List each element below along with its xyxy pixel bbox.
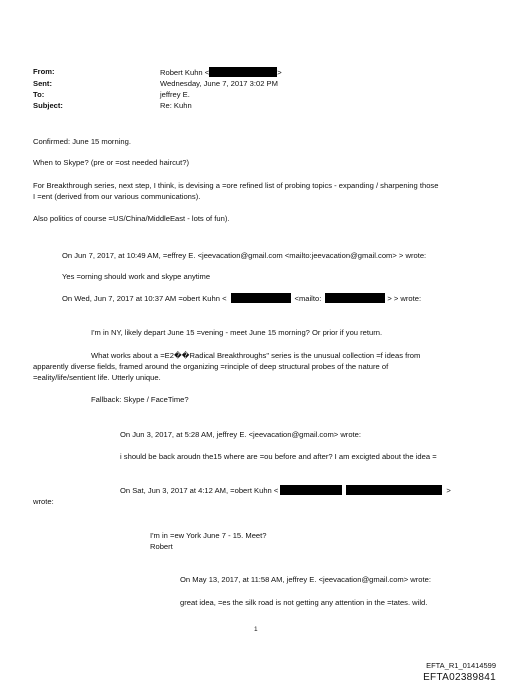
page-number: 1 — [254, 626, 258, 633]
body-breakthrough-line2: I =ent (derived from our various communications). — [33, 192, 201, 201]
sent-value: Wednesday, June 7, 2017 3:02 PM — [160, 79, 278, 88]
quote4-header-a: On Sat, Jun 3, 2017 at 4:12 AM, =obert Kuhn < — [120, 486, 279, 495]
quote2-paragraph2-line3: =eality/life/sentient life. Utterly unique. — [33, 373, 161, 382]
from-value — [160, 67, 282, 77]
body-confirmed: Confirmed: June 15 morning. — [33, 137, 131, 146]
quote4-line1: I'm in =ew York June 7 - 15. Meet? — [150, 531, 267, 540]
body-breakthrough-line1: For Breakthrough series, next step, I think, is devising a =ore refined list of probing topics - expanding / sharpening those — [33, 181, 439, 190]
from-name: Robert Kuhn < — [160, 68, 210, 77]
quote3-header: On Jun 3, 2017, at 5:28 AM, jeffrey E. <jeevacation@gmail.com> wrote: — [120, 430, 361, 439]
redaction-box — [231, 293, 291, 303]
quote2-header-b: <mailto: — [294, 294, 322, 303]
to-label: To: — [33, 90, 45, 99]
subject-label: Subject: — [33, 101, 63, 110]
to-value: jeffrey E. — [160, 90, 190, 99]
redaction-box — [280, 485, 342, 495]
redaction-box — [209, 67, 277, 77]
from-label: From: — [33, 67, 55, 76]
quote4-line2: Robert — [150, 542, 173, 551]
body-politics: Also politics of course =US/China/MiddleEast - lots of fun). — [33, 214, 230, 223]
footer-id-1: EFTA_R1_01414599 — [426, 661, 496, 670]
quote4-wrote: wrote: — [33, 497, 54, 506]
quote2-header — [62, 293, 421, 303]
subject-value: Re: Kuhn — [160, 101, 192, 110]
sent-label: Sent: — [33, 79, 52, 88]
quote1-header: On Jun 7, 2017, at 10:49 AM, =effrey E. <jeevacation@gmail.com <mailto:jeevacation@gmail.com> > wrote: — [62, 251, 427, 260]
body-skype: When to Skype? (pre or =ost needed haircut?) — [33, 158, 189, 167]
quote3-text: i should be back aroudn the15 where are =ou before and after? I am excigted about the idea = — [120, 452, 437, 461]
quote1-text: Yes =orning should work and skype anytime — [62, 272, 211, 281]
quote2-paragraph2-line2: apparently diverse fields, framed around the organizing =rinciple of deep structural probes of the nature of — [33, 362, 389, 371]
redaction-box — [325, 293, 385, 303]
quote2-header-a: On Wed, Jun 7, 2017 at 10:37 AM =obert Kuhn < — [62, 294, 227, 303]
quote4-header-b: > — [446, 486, 451, 495]
footer-id-2: EFTA02389841 — [423, 672, 496, 683]
quote5-text: great idea, =es the silk road is not getting any attention in the =tates. wild. — [180, 598, 428, 607]
quote2-paragraph1: I'm in NY, likely depart June 15 =vening - meet June 15 morning? Or prior if you return. — [91, 328, 383, 337]
quote2-header-c: > > wrote: — [387, 294, 422, 303]
quote5-header: On May 13, 2017, at 11:58 AM, jeffrey E. <jeevacation@gmail.com> wrote: — [180, 575, 431, 584]
from-suffix: > — [277, 68, 282, 77]
redaction-box — [346, 485, 442, 495]
quote4-header — [120, 485, 451, 495]
quote2-paragraph2-line1: What works about a =E2��Radical Breakthroughs" series is the unusual collection =f ideas from — [91, 351, 421, 360]
quote2-fallback: Fallback: Skype / FaceTime? — [91, 395, 189, 404]
